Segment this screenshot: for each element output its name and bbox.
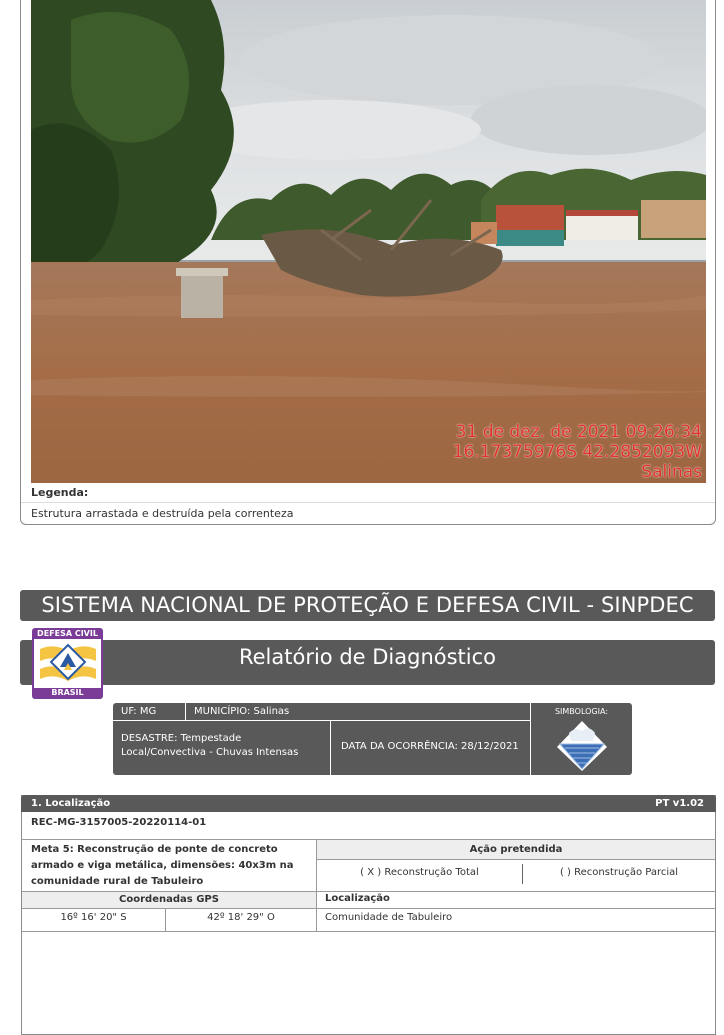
photo-timestamp: 31 de dez. de 2021 09:26:34	[455, 422, 702, 442]
simbologia-box	[531, 703, 632, 775]
legend-text: Estrutura arrastada e destruída pela correnteza	[31, 507, 294, 520]
page-title: SISTEMA NACIONAL DE PROTEÇÃO E DEFESA CIVIL - SINPDEC	[20, 590, 715, 621]
gps-longitude: 42º 18' 29" O	[207, 912, 275, 923]
flood-photo-image	[31, 0, 706, 483]
row-divider	[317, 859, 715, 860]
section-header	[21, 795, 716, 812]
photo-coordinates: 16.17375976S 42.2852093W	[452, 442, 702, 462]
meta-description: Meta 5: Reconstrução de ponte de concreto armado e viga metálica, dimensões: 40x3m na comunidade rural de Tabuleiro	[31, 844, 294, 887]
data-ocorrencia-field: DATA DA OCORRÊNCIA: 28/12/2021	[331, 721, 530, 775]
photo-place: Salinas	[641, 462, 702, 482]
flood-symbol-icon	[555, 719, 609, 773]
defesa-civil-logo	[32, 628, 103, 699]
logo-emblem	[34, 639, 101, 688]
reference-code: REC-MG-3157005-20220114-01	[31, 817, 207, 828]
desastre-field: DESASTRE: Tempestade Local/Convectiva - Chuvas Intensas	[113, 721, 330, 775]
gps-header: Coordenadas GPS	[22, 892, 316, 908]
row-divider	[21, 908, 716, 909]
legend-divider	[21, 502, 715, 503]
legend-label: Legenda:	[31, 486, 89, 499]
section-title: 1. Localização	[31, 798, 111, 809]
acao-reconstrucao-parcial: ( ) Reconstrução Parcial	[559, 867, 679, 878]
simbologia-label: SIMBOLOGIA:	[554, 707, 609, 716]
version-label: PT v1.02	[655, 798, 704, 809]
logo-top-text: DEFESA CIVIL	[37, 629, 98, 638]
acao-reconstrucao-total: ( X ) Reconstrução Total	[360, 867, 479, 878]
localizacao-header: Localização	[325, 893, 390, 904]
municipio-field: MUNICÍPIO: Salinas	[186, 703, 530, 720]
report-title: Relatório de Diagnóstico	[20, 640, 715, 685]
acao-header: Ação pretendida	[317, 840, 715, 859]
uf-field: UF: MG	[113, 703, 185, 720]
row-divider	[21, 931, 716, 932]
logo-bottom-text: BRASIL	[51, 688, 84, 697]
col-divider	[316, 892, 317, 931]
flood-photo	[31, 0, 706, 483]
localizacao-value: Comunidade de Tabuleiro	[325, 912, 453, 923]
gps-latitude: 16º 16' 20" S	[60, 912, 127, 923]
